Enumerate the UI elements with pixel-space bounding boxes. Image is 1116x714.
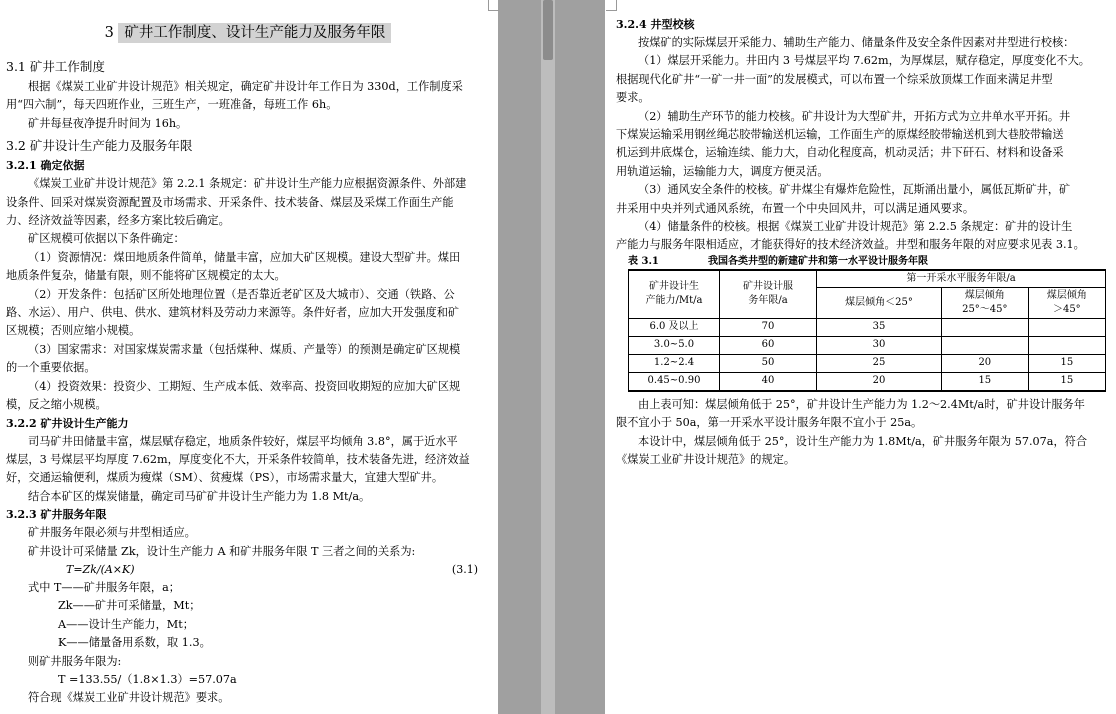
subsection-heading: 3.2.1 确定依据 bbox=[6, 159, 85, 173]
list-item-line: 井采用中央并列式通风系统，布置一个中央回风井，可以满足通风要求。 bbox=[616, 201, 975, 215]
chapter-title bbox=[6, 18, 490, 54]
list-item-line: 路、水运）、用户、供电、供水、建筑材料及劳动力来源等。条件好者，应加大开发强度和矿 bbox=[6, 306, 460, 320]
section-heading: 3.1 矿井工作制度 bbox=[6, 59, 105, 74]
table-cell: 20 bbox=[817, 372, 942, 391]
subsection-heading: 3.2.2 矿井设计生产能力 bbox=[6, 416, 129, 430]
header-line: 矿井设计服 bbox=[743, 281, 793, 293]
table-header-first-level: 第一开采水平服务年限/a bbox=[817, 270, 1106, 288]
paragraph-line: 根据《煤炭工业矿井设计规范》相关规定，确定矿井设计年工作日为 330d，工作制度采 bbox=[28, 80, 463, 93]
paragraph-line: 《煤炭工业矿井设计规范》第 2.2.1 条规定：矿井设计生产能力应根据资源条件、外部建 bbox=[28, 177, 467, 191]
paragraph-line: 力、经济效益等因素，经多方案比较后确定。 bbox=[6, 214, 230, 228]
list-item-line: （2）开发条件：包括矿区所处地理位置（是否靠近老矿区及大城市）、交通（铁路、公 bbox=[28, 287, 455, 301]
table-cell: 3.0~5.0 bbox=[629, 336, 720, 354]
formula bbox=[6, 561, 490, 579]
chapter-title-text: 矿井工作制度、设计生产能力及服务年限 bbox=[118, 23, 391, 43]
subsection-heading: 3.2.4 井型校核 bbox=[616, 18, 695, 31]
paragraph-line: 符合现《煤炭工业矿井设计规范》要求。 bbox=[28, 691, 230, 705]
header-line: 煤层倾角＜25° bbox=[845, 296, 913, 308]
definition-line: A——设计生产能力，Mt； bbox=[58, 617, 194, 631]
table-cell bbox=[941, 336, 1028, 354]
list-item-line: 产能力与服务年限相适应，才能获得好的技术经济效益。井型和服务年限的对应要求见表 3.1。 bbox=[616, 238, 1085, 252]
subsection-heading: 3.2.3 矿井服务年限 bbox=[6, 508, 107, 522]
header-line: 煤层倾角 bbox=[964, 289, 1005, 301]
paragraph-line: 设条件、回采对煤炭资源配置及市场需求、开采条件、技术装备、煤层及采煤工作面生产能 bbox=[6, 195, 454, 209]
table-cell bbox=[1028, 336, 1105, 354]
list-item-line: 机运到井底煤仓，运输连续、能力大，自动化程度高，机动灵活；井下矸石、材料和设备采 bbox=[616, 146, 1064, 160]
header-line: 务年限/a bbox=[748, 295, 788, 307]
table-row bbox=[629, 318, 1106, 336]
calculation-line: T =133.55/（1.8×1.3）=57.07a bbox=[58, 672, 237, 686]
page-corner-marker bbox=[488, 0, 499, 11]
paragraph-line: 矿井每昼夜净提升时间为 16h。 bbox=[28, 116, 188, 130]
table-caption-number: 表 3.1 bbox=[628, 255, 659, 267]
list-item-line: 模，反之缩小规模。 bbox=[6, 398, 107, 412]
paragraph-line: 好，交通运输便利，煤质为瘦煤（SM）、贫瘦煤（PS），市场需求量大，宜建大型矿井。 bbox=[6, 471, 444, 485]
table-cell: 1.2~2.4 bbox=[629, 354, 720, 372]
table-cell: 15 bbox=[1028, 372, 1105, 391]
section-heading: 3.2 矿井设计生产能力及服务年限 bbox=[6, 138, 193, 154]
table-cell: 15 bbox=[1028, 354, 1105, 372]
header-line: 25°～45° bbox=[962, 303, 1008, 315]
table-cell: 60 bbox=[720, 336, 817, 354]
list-item-line: 地质条件复杂，储量有限，则不能将矿区规模定的太大。 bbox=[6, 269, 286, 283]
paragraph-line: 用“四六制”，每天四班作业，三班生产，一班准备，每班工作 6h。 bbox=[6, 98, 338, 112]
list-item-line: （1）资源情况：煤田地质条件简单，储量丰富，应加大矿区规模。建设大型矿井。煤田 bbox=[28, 250, 461, 264]
paragraph-line: 按煤矿的实际煤层开采能力、辅助生产能力、储量条件及安全条件因素对井型进行校核： bbox=[638, 36, 1075, 49]
header-line: 产能力/Mt/a bbox=[645, 295, 703, 307]
definition-line: Zk——矿井可采储量，Mt； bbox=[58, 599, 201, 613]
table-header-dip-gt45 bbox=[1028, 287, 1105, 318]
table-row bbox=[629, 354, 1106, 372]
paragraph-line: 由上表可知：煤层倾角低于 25°，矿井设计生产能力为 1.2～2.4Mt/a时，矿井设计服务年 bbox=[638, 397, 1085, 411]
table-cell: 30 bbox=[817, 336, 942, 354]
list-item-line: （2）辅助生产环节的能力校核。矿井设计为大型矿井，开拓方式为立井单水平开拓。井 bbox=[638, 109, 1071, 123]
scrollbar-thumb[interactable] bbox=[543, 0, 553, 60]
table-cell: 20 bbox=[941, 354, 1028, 372]
paragraph-line: 限不宜小于 50a，第一开采水平设计服务年限不宜小于 25a。 bbox=[616, 416, 923, 430]
paragraph-line: 矿井设计可采储量 Zk，设计生产能力 A 和矿井服务年限 T 三者之间的关系为: bbox=[28, 544, 416, 558]
header-line: 煤层倾角 bbox=[1046, 289, 1087, 301]
paragraph-line: 本设计中，煤层倾角低于 25°，设计生产能力为 1.8Mt/a，矿井服务年限为 57.07a，符合 bbox=[638, 434, 1088, 448]
paragraph-line: 《煤炭工业矿井设计规范》的规定。 bbox=[616, 453, 796, 467]
list-item-line: 区规模；否则应缩小规模。 bbox=[6, 324, 141, 338]
list-item-line: （4）储量条件的校核。根据《煤炭工业矿井设计规范》第 2.2.5 条规定：矿井的设计生 bbox=[638, 220, 1073, 234]
table-cell: 40 bbox=[720, 372, 817, 391]
definition-line: 式中 T——矿井服务年限，a； bbox=[28, 580, 180, 594]
list-item-line: （4）投资效果：投资少、工期短、生产成本低、效率高、投资回收期短的应加大矿区规 bbox=[28, 379, 461, 393]
table-cell bbox=[941, 318, 1028, 336]
table-header-dip-lt25 bbox=[817, 287, 942, 318]
table-cell: 25 bbox=[817, 354, 942, 372]
list-item-line: 要求。 bbox=[616, 91, 650, 105]
service-life-table bbox=[628, 269, 1106, 392]
table-row bbox=[629, 336, 1106, 354]
table-cell: 0.45~0.90 bbox=[629, 372, 720, 391]
list-item-line: 用轨道运输，运输能力大，调度方便灵活。 bbox=[616, 164, 829, 178]
table-cell: 70 bbox=[720, 318, 817, 336]
table-header-dip-25-45 bbox=[941, 287, 1028, 318]
table-cell: 6.0 及以上 bbox=[629, 318, 720, 336]
paragraph-line: 矿区规模可依据以下条件确定： bbox=[28, 232, 185, 246]
header-line: ＞45° bbox=[1052, 303, 1081, 315]
list-item-line: 根据现代化矿井“一矿一井一面”的发展模式，可以布置一个综采放顶煤工作面来满足井型 bbox=[616, 72, 1053, 86]
table-cell bbox=[1028, 318, 1105, 336]
paragraph-line: 矿井服务年限必须与井型相适应。 bbox=[28, 526, 196, 540]
table-caption bbox=[628, 255, 1102, 269]
paragraph-line: 结合本矿区的煤炭储量，确定司马矿矿井设计生产能力为 1.8 Mt/a。 bbox=[28, 489, 371, 503]
header-line: 矿井设计生 bbox=[649, 281, 699, 293]
document-page-right bbox=[605, 0, 1116, 714]
formula-number: (3.1) bbox=[451, 562, 478, 576]
table-header-capacity bbox=[629, 270, 720, 319]
table-row bbox=[629, 372, 1106, 391]
page-corner-marker bbox=[606, 0, 617, 11]
chapter-number: 3 bbox=[104, 25, 114, 41]
paragraph-line: 司马矿井田储量丰富，煤层赋存稳定，地质条件较好，煤层平均倾角 3.8°，属于近水平 bbox=[28, 434, 458, 448]
table-caption-text: 我国各类井型的新建矿井和第一水平设计服务年限 bbox=[708, 255, 928, 267]
vertical-scrollbar[interactable] bbox=[541, 0, 555, 714]
table-cell: 15 bbox=[941, 372, 1028, 391]
document-page-left bbox=[0, 0, 498, 714]
list-item-line: （3）国家需求：对国家煤炭需求量（包括煤种、煤质、产量等）的预测是确定矿区规模 bbox=[28, 342, 461, 356]
table-header-service-life bbox=[720, 270, 817, 319]
table-cell: 35 bbox=[817, 318, 942, 336]
definition-line: K——储量备用系数，取 1.3。 bbox=[58, 636, 211, 650]
formula-expression: T=Zk/(A×K) bbox=[66, 562, 135, 576]
list-item-line: （3）通风安全条件的校核。矿井煤尘有爆炸危险性，瓦斯涌出量小，属低瓦斯矿井，矿 bbox=[638, 183, 1071, 197]
list-item-line: （1）煤层开采能力。井田内 3 号煤层平均 7.62m，为厚煤层，赋存稳定，厚度变化不大。 bbox=[638, 54, 1090, 68]
paragraph-line: 则矿井服务年限为: bbox=[28, 654, 122, 668]
list-item-line: 的一个重要依据。 bbox=[6, 361, 96, 375]
list-item-line: 下煤炭运输采用钢丝绳芯胶带输送机运输，工作面生产的原煤经胶带输送机到大巷胶带输送 bbox=[616, 128, 1064, 142]
table-cell: 50 bbox=[720, 354, 817, 372]
paragraph-line: 煤层，3 号煤层平均厚度 7.62m，厚度变化不大，开采条件较简单，技术装备先进，经济效益 bbox=[6, 452, 470, 466]
